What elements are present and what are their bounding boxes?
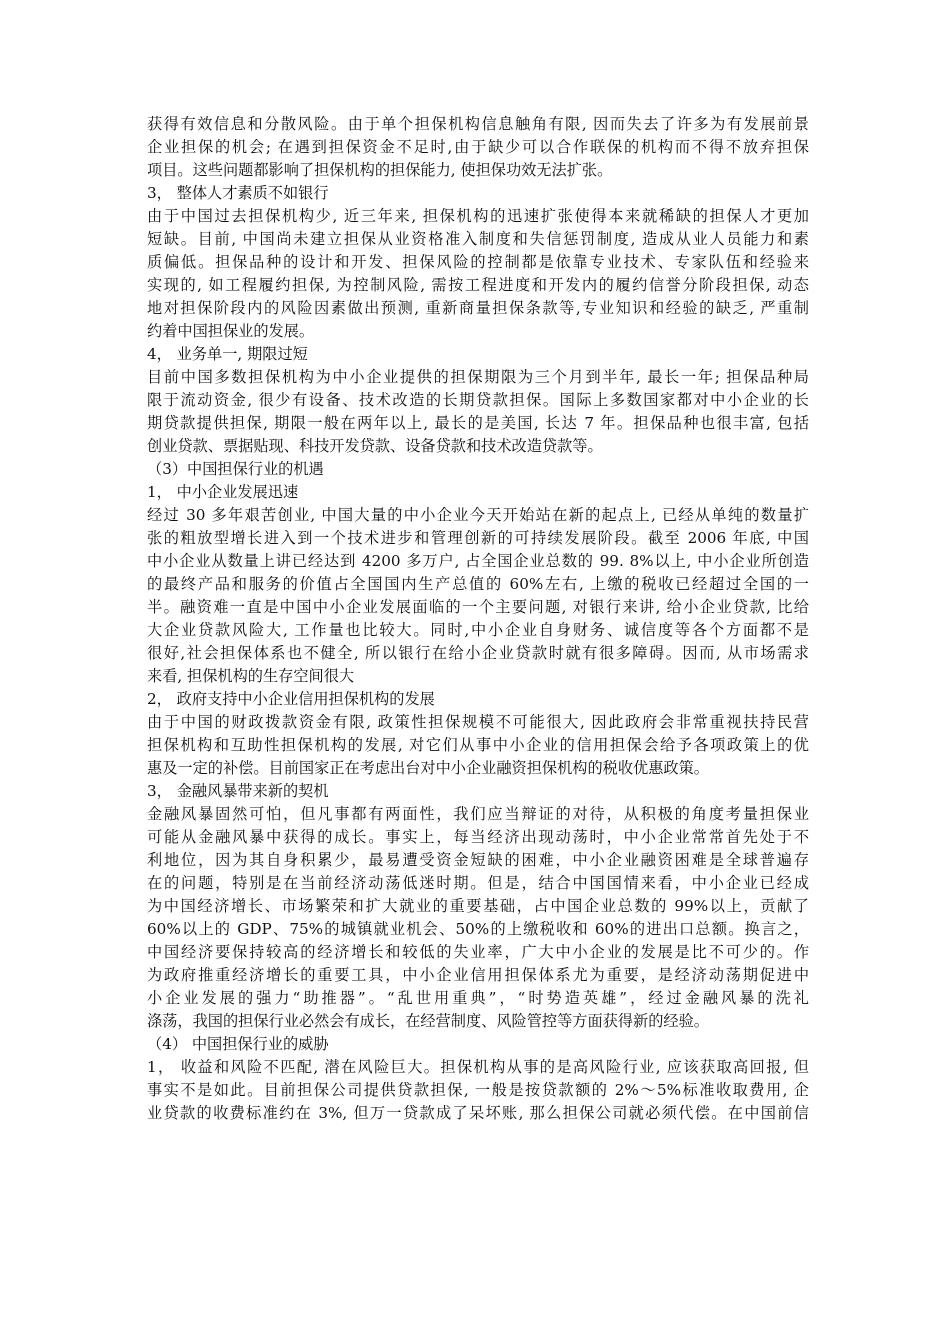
text-line: 很好,社会担保体系也不健全, 所以银行在给小企业贷款时就有很多障碍。因而, 从市场需求 [147, 644, 809, 662]
text-line: 由于中国过去担保机构少, 近三年来, 担保机构的迅速扩张使得本来就稀缺的担保人才更加 [147, 207, 809, 225]
text-line: 目前中国多数担保机构为中小企业提供的担保期限为三个月到半年, 最长一年; 担保品种局 [147, 368, 809, 386]
text-line: 为政府推重经济增长的重要工具，中小企业信用担保体系尤为重要，是经济动荡期促进中 [147, 966, 809, 984]
text-line: 可能从金融风暴中获得的成长。事实上，每当经济出现动荡时，中小企业常常首先处于不 [147, 828, 809, 846]
text-line: 60%以上的 GDP、75%的城镇就业机会、50%的上缴税收和 60%的进出口总额。换言之， [147, 920, 809, 938]
text-line: 期贷款提供担保, 期限一般在两年以上, 最长的是美国, 长达 7 年。担保品种也很丰富, 包括 [147, 414, 809, 432]
text-line: 项目。这些问题都影响了担保机构的担保能力, 使担保功效无法扩张。 [147, 161, 613, 179]
text-line: 约着中国担保业的发展。 [147, 322, 315, 340]
text-line: 地对担保阶段内的风险因素做出预测, 重新商量担保条款等,专业知识和经验的缺乏, 严重制 [147, 299, 809, 317]
text-line: 金融风暴固然可怕，但凡事都有两面性，我们应当辩证的对待，从积极的角度考量担保业 [147, 805, 809, 823]
text-line: 来看, 担保机构的生存空间很大 [147, 667, 355, 685]
text-line: 质偏低。担保品种的设计和开发、担保风险的控制都是依靠专业技术、专家队伍和经验来 [147, 253, 809, 271]
text-line: 由于中国的财政拨款资金有限, 政策性担保规模不可能很大, 因此政府会非常重视扶持民营 [147, 713, 809, 731]
text-line: 在的问题，特别是在当前经济动荡低迷时期。但是，结合中国国情来看，中小企业已经成 [147, 874, 809, 892]
text-line: 创业贷款、票据贴现、科技开发贷款、设备贷款和技术改造贷款等。 [147, 437, 603, 455]
text-line: 张的粗放型增长进入到一个技术进步和管理创新的可持续发展阶段。截至 2006 年底, 中国 [147, 529, 809, 547]
text-line: 业贷款的收费标准约在 3%, 但万一贷款成了呆坏账, 那么担保公司就必须代偿。在中国前信 [147, 1104, 809, 1122]
text-line: 获得有效信息和分散风险。由于单个担保机构信息触角有限, 因而失去了许多为有发展前景 [147, 115, 809, 133]
text-line: 1， 收益和风险不匹配, 潜在风险巨大。担保机构从事的是高风险行业, 应该获取高回报, 但 [147, 1058, 809, 1076]
text-line: 半。融资难一直是中国中小企业发展面临的一个主要问题, 对银行来讲, 给小企业贷款, 比给 [147, 598, 809, 616]
text-line: 惠及一定的补偿。目前国家正在考虑出台对中小企业融资担保机构的税收优惠政策。 [147, 759, 709, 777]
text-line: 经过 30 多年艰苦创业, 中国大量的中小企业今天开始站在新的起点上, 已经从单纯的数量扩 [147, 506, 809, 524]
text-line: 2， 政府支持中小企业信用担保机构的发展 [147, 690, 435, 708]
text-line: （3）中国担保行业的机遇 [147, 460, 324, 478]
text-line: 中国经济要保持较高的经济增长和较低的失业率，广大中小企业的发展是比不可少的。作 [147, 943, 809, 961]
text-line: 的最终产品和服务的价值占全国国内生产总值的 60%左右, 上缴的税收已经超过全国的一 [147, 575, 809, 593]
text-line: 担保机构和互助性担保机构的发展, 对它们从事中小企业的信用担保会给予各项政策上的优 [147, 736, 809, 754]
text-line: 企业担保的机会; 在遇到担保资金不足时,由于缺少可以合作联保的机构而不得不放弃担保 [147, 138, 809, 156]
text-line: 4， 业务单一, 期限过短 [147, 345, 308, 363]
text-line: 事实不是如此。目前担保公司提供贷款担保, 一般是按贷款额的 2%～5%标准收取费用, 企 [147, 1081, 809, 1099]
text-line: （4） 中国担保行业的威胁 [147, 1035, 329, 1053]
text-line: 涤荡，我国的担保行业必然会有成长，在经营制度、风险管控等方面获得新的经验。 [147, 1012, 709, 1030]
text-line: 短缺。目前, 中国尚未建立担保从业资格准入制度和失信惩罚制度, 造成从业人员能力和素 [147, 230, 809, 248]
text-line: 为中国经济增长、市场繁荣和扩大就业的重要基础，占中国企业总数的 99%以上，贡献了 [147, 897, 809, 915]
text-line: 1， 中小企业发展迅速 [147, 483, 299, 501]
text-line: 大企业贷款风险大, 工作量也比较大。同时,中小企业自身财务、诚信度等各个方面都不是 [147, 621, 809, 639]
text-line: 实现的, 如工程履约担保, 为控制风险, 需按工程进度和开发内的履约信誉分阶段担保, 动态 [147, 276, 809, 294]
text-line: 中小企业从数量上讲已经达到 4200 多万户, 占全国企业总数的 99. 8%以上, 中小企业所创造 [147, 552, 809, 570]
text-line: 小企业发展的强力“助推器”。“乱世用重典”，“时势造英雄”，经过金融风暴的洗礼 [147, 989, 809, 1007]
text-line: 利地位，因为其自身积累少，最易遭受资金短缺的困难，中小企业融资困难是全球普遍存 [147, 851, 809, 869]
document-page [147, 113, 809, 1125]
text-line: 限于流动资金, 很少有设备、技术改造的长期贷款担保。国际上多数国家都对中小企业的长 [147, 391, 809, 409]
text-line: 3， 金融风暴带来新的契机 [147, 782, 329, 800]
text-line: 3， 整体人才素质不如银行 [147, 184, 329, 202]
